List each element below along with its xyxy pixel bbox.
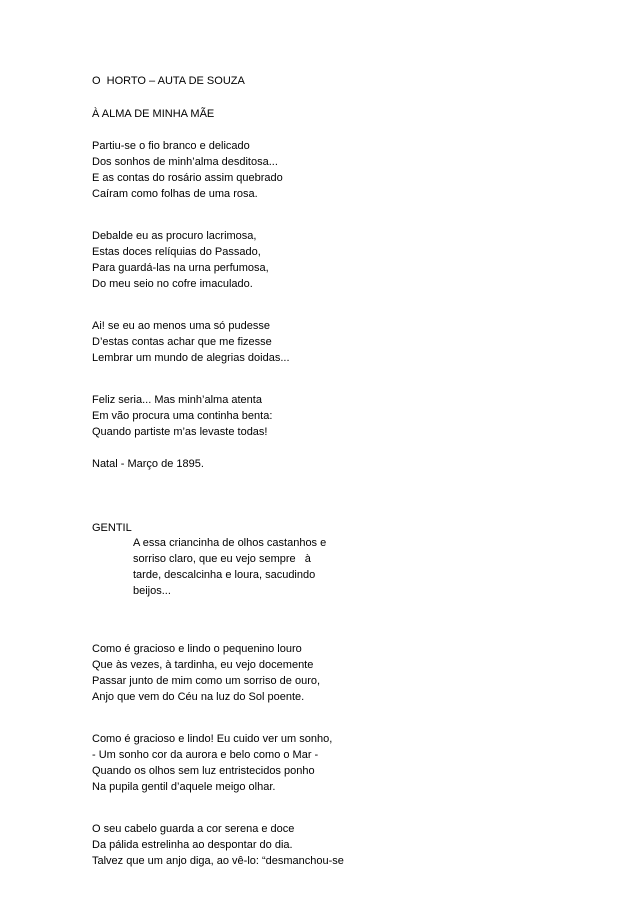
poem-line: Passar junto de mim como um sorriso de ouro, [92, 675, 321, 687]
poem-line: Como é gracioso e lindo! Eu cuido ver um sonho, [92, 733, 333, 745]
poem-line: Da pálida estrelinha ao despontar do dia. [92, 839, 293, 851]
poem-line: O seu cabelo guarda a cor serena e doce [92, 823, 295, 835]
poem-line: Em vão procura uma continha benta: [92, 410, 273, 422]
poem-line: Para guardá-las na urna perfumosa, [92, 262, 269, 274]
poem-line: Talvez que um anjo diga, ao vê-lo: “desmanchou-se [92, 855, 344, 867]
epigraph-line: beijos... [133, 585, 171, 597]
poem-line: Do meu seio no cofre imaculado. [92, 278, 253, 290]
poem-signature: Natal - Março de 1895. [92, 458, 204, 470]
poem-line: Caíram como folhas de uma rosa. [92, 188, 258, 200]
epigraph-line: A essa criancinha de olhos castanhos e [133, 537, 327, 549]
poem-line: Feliz seria... Mas minh’alma atenta [92, 394, 262, 406]
document-heading: O HORTO – AUTA DE SOUZA [92, 75, 245, 87]
poem-line: Estas doces relíquias do Passado, [92, 246, 261, 258]
poem-line: Lembrar um mundo de alegrias doidas... [92, 352, 290, 364]
poem-line: E as contas do rosário assim quebrado [92, 172, 283, 184]
poem-line: Quando os olhos sem luz entristecidos ponho [92, 765, 315, 777]
poem-line: Dos sonhos de minh’alma desditosa... [92, 156, 278, 168]
epigraph-line: tarde, descalcinha e loura, sacudindo [133, 569, 316, 581]
poem-line: D’estas contas achar que me fizesse [92, 336, 272, 348]
poem-line: Debalde eu as procuro lacrimosa, [92, 230, 257, 242]
epigraph-line: sorriso claro, que eu vejo sempre à [133, 553, 311, 565]
poem-line: - Um sonho cor da aurora e belo como o Mar - [92, 749, 319, 761]
poem-line: Na pupila gentil d’aquele meigo olhar. [92, 781, 276, 793]
poem-line: Anjo que vem do Céu na luz do Sol poente. [92, 691, 305, 703]
poem-line: Partiu-se o fio branco e delicado [92, 140, 250, 152]
poem-line: Que às vezes, à tardinha, eu vejo docemente [92, 659, 314, 671]
poem-line: Ai! se eu ao menos uma só pudesse [92, 320, 270, 332]
poem-line: Quando partiste m’as levaste todas! [92, 426, 268, 438]
poem-line: Como é gracioso e lindo o pequenino louro [92, 643, 302, 655]
poem-title-alma: À ALMA DE MINHA MÃE [92, 108, 215, 120]
poem-title-gentil: GENTIL [92, 522, 132, 534]
